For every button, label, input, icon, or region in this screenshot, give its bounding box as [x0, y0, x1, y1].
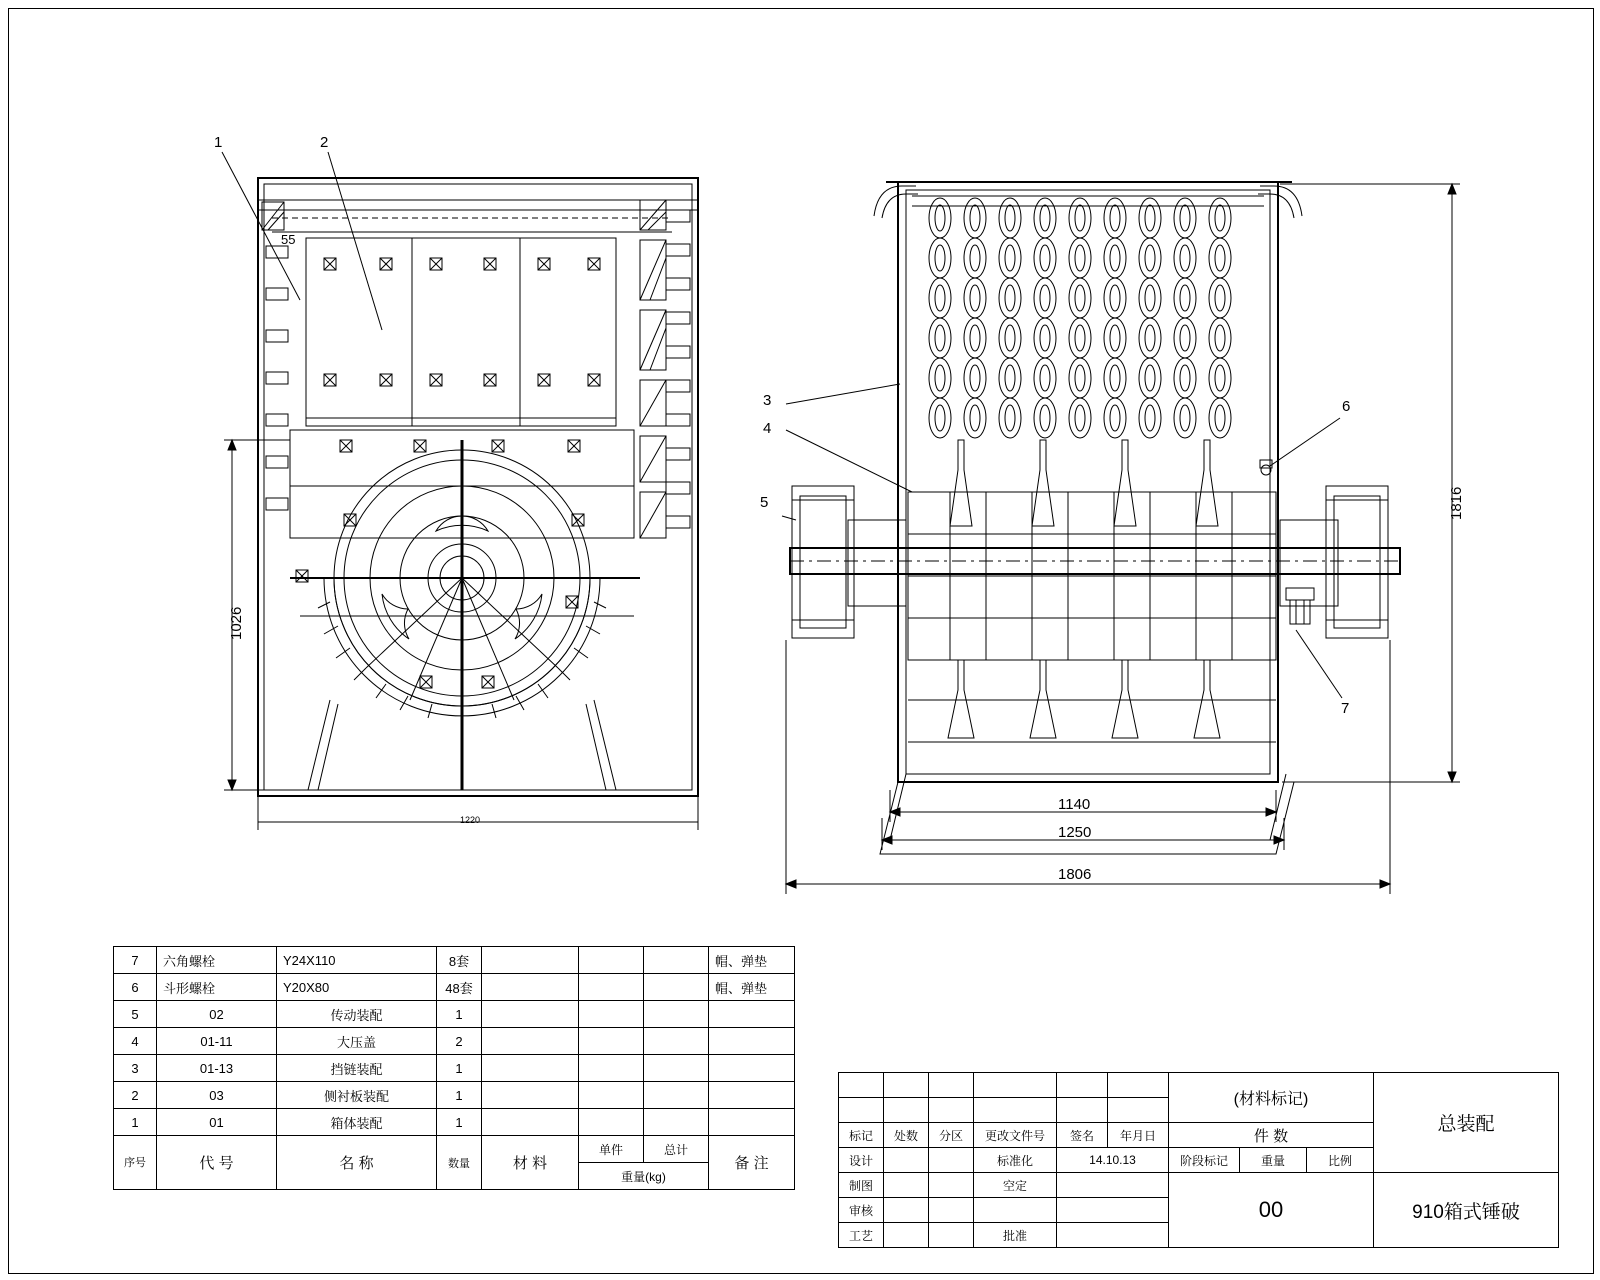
- bom-material: [482, 1028, 579, 1055]
- tb-draw-v2: [929, 1173, 974, 1198]
- tb-process-v1: [884, 1223, 929, 1248]
- sheet-code: 00: [1169, 1173, 1374, 1248]
- bom-code: 01-13: [157, 1055, 277, 1082]
- tb-design-v2: [929, 1148, 974, 1173]
- rev-header-docno: 更改文件号: [974, 1123, 1057, 1148]
- tb-draw-date: [1057, 1173, 1169, 1198]
- bom-name: 大压盖: [277, 1028, 437, 1055]
- tb-blank-2: [884, 1073, 929, 1098]
- title-block: [838, 1072, 1559, 1248]
- dim-right-total-height: 1816: [1448, 486, 1465, 520]
- tb-blank-10: [974, 1098, 1057, 1123]
- leader-label-4: 4: [763, 420, 772, 437]
- bom-no: 7: [114, 947, 157, 974]
- bom-weight-total: [644, 1082, 709, 1109]
- bom-weight-single: [579, 974, 644, 1001]
- bom-header-material: 材 料: [482, 1136, 579, 1190]
- bom-code: 01: [157, 1109, 277, 1136]
- bom-weight-single: [579, 1109, 644, 1136]
- bom-material: [482, 947, 579, 974]
- tb-blank-6: [1108, 1073, 1169, 1098]
- bom-remark: [709, 1082, 795, 1109]
- tb-blank-12: [1108, 1098, 1169, 1123]
- bom-weight-total: [644, 947, 709, 974]
- tb-check-v1: [884, 1198, 929, 1223]
- table-row: [114, 1028, 795, 1055]
- bom-name: 侧衬板装配: [277, 1082, 437, 1109]
- tb-blank-7: [839, 1098, 884, 1123]
- bom-header-weight-unit: 重量(kg): [579, 1163, 709, 1190]
- bom-weight-total: [644, 1028, 709, 1055]
- table-row: [114, 1001, 795, 1028]
- bom-header-weight-single: 单件: [579, 1136, 644, 1163]
- bom-qty: 8套: [437, 947, 482, 974]
- tb-ratify-label: 批准: [974, 1223, 1057, 1248]
- bom-remark: [709, 1055, 795, 1082]
- bom-header-qty: 数量: [437, 1136, 482, 1190]
- bom-name: 传动装配: [277, 1001, 437, 1028]
- rev-header-zone: 分区: [929, 1123, 974, 1148]
- bom-qty: 48套: [437, 974, 482, 1001]
- dim-left-small: 55: [281, 232, 296, 247]
- table-row: [114, 1109, 795, 1136]
- bom-name: 挡链装配: [277, 1055, 437, 1082]
- bom-remark: 帽、弹垫: [709, 947, 795, 974]
- table-row: [114, 974, 795, 1001]
- bom-qty: 2: [437, 1028, 482, 1055]
- bom-qty: 1: [437, 1055, 482, 1082]
- bom-code: 斗形螺栓: [157, 974, 277, 1001]
- bom-weight-single: [579, 1028, 644, 1055]
- leader-label-1: 1: [214, 134, 223, 151]
- rev-header-sign: 签名: [1057, 1123, 1108, 1148]
- bom-no: 4: [114, 1028, 157, 1055]
- bom-remark: 帽、弹垫: [709, 974, 795, 1001]
- tb-blank-9: [929, 1098, 974, 1123]
- bom-table: [113, 946, 795, 1190]
- bom-name: 箱体装配: [277, 1109, 437, 1136]
- bom-header-weight-total: 总计: [644, 1136, 709, 1163]
- scale-label: 比例: [1307, 1148, 1374, 1173]
- bom-remark: [709, 1001, 795, 1028]
- tb-process-v2: [929, 1223, 974, 1248]
- bom-code: 六角螺栓: [157, 947, 277, 974]
- table-row: [114, 1082, 795, 1109]
- bom-qty: 1: [437, 1109, 482, 1136]
- drawing-subtitle: 总装配: [1374, 1073, 1559, 1173]
- leader-label-7: 7: [1341, 700, 1350, 717]
- tb-design-label: 设计: [839, 1148, 884, 1173]
- bom-code: 01-11: [157, 1028, 277, 1055]
- leader-label-2: 2: [320, 134, 329, 151]
- bom-name: Y20X80: [277, 974, 437, 1001]
- bom-code: 02: [157, 1001, 277, 1028]
- tb-check-label: 审核: [839, 1198, 884, 1223]
- bom-code: 03: [157, 1082, 277, 1109]
- bom-weight-total: [644, 1055, 709, 1082]
- bom-weight-total: [644, 1001, 709, 1028]
- bom-header-name: 名 称: [277, 1136, 437, 1190]
- bom-no: 1: [114, 1109, 157, 1136]
- tb-blank-11: [1057, 1098, 1108, 1123]
- dim-left-width: 1220: [460, 815, 481, 825]
- tb-process-date: [1057, 1223, 1169, 1248]
- tb-standard-label: 标准化: [974, 1148, 1057, 1173]
- leader-label-6: 6: [1342, 398, 1351, 415]
- weight-label: 重量: [1240, 1148, 1307, 1173]
- dim-left-height: 1026: [228, 606, 245, 640]
- bom-qty: 1: [437, 1001, 482, 1028]
- leader-label-3: 3: [763, 392, 772, 409]
- bom-weight-single: [579, 1001, 644, 1028]
- bom-material: [482, 1082, 579, 1109]
- tb-check-date: [1057, 1198, 1169, 1223]
- tb-date: 14.10.13: [1057, 1148, 1169, 1173]
- tb-blank-4: [974, 1073, 1057, 1098]
- bom-weight-single: [579, 1055, 644, 1082]
- bom-weight-single: [579, 1082, 644, 1109]
- tb-blank-1: [839, 1073, 884, 1098]
- title-block-row: [839, 1173, 1559, 1198]
- material-mark: (材料标记): [1169, 1073, 1374, 1123]
- bom-material: [482, 974, 579, 1001]
- tb-blank-8: [884, 1098, 929, 1123]
- dim-1250: 1250: [1058, 824, 1092, 841]
- tb-process-label: 工艺: [839, 1223, 884, 1248]
- tb-check-v2: [929, 1198, 974, 1223]
- tb-draw-label: 制图: [839, 1173, 884, 1198]
- bom-weight-single: [579, 947, 644, 974]
- drawing-title: 910箱式锤破: [1374, 1173, 1559, 1248]
- title-block-row: [839, 1073, 1559, 1098]
- leader-label-5: 5: [760, 494, 769, 511]
- quantity-label: 件 数: [1169, 1123, 1374, 1148]
- stage-mark-label: 阶段标记: [1169, 1148, 1240, 1173]
- bom-no: 6: [114, 974, 157, 1001]
- bom-header-code: 代 号: [157, 1136, 277, 1190]
- bom-remark: [709, 1109, 795, 1136]
- table-row: [114, 947, 795, 974]
- bom-header-row: [114, 1136, 795, 1163]
- bom-no: 3: [114, 1055, 157, 1082]
- bom-name: Y24X110: [277, 947, 437, 974]
- tb-check-label2: [974, 1198, 1057, 1223]
- tb-blank-5: [1057, 1073, 1108, 1098]
- rev-header-date: 年月日: [1108, 1123, 1169, 1148]
- dim-1806: 1806: [1058, 866, 1092, 883]
- bom-header-remark: 备 注: [709, 1136, 795, 1190]
- bom-material: [482, 1109, 579, 1136]
- bom-material: [482, 1055, 579, 1082]
- dim-1140: 1140: [1058, 796, 1091, 813]
- bom-no: 2: [114, 1082, 157, 1109]
- bom-material: [482, 1001, 579, 1028]
- table-row: [114, 1055, 795, 1082]
- bom-weight-total: [644, 974, 709, 1001]
- bom-qty: 1: [437, 1082, 482, 1109]
- bom-header-no: 序号: [114, 1136, 157, 1190]
- tb-approve-label: 空定: [974, 1173, 1057, 1198]
- tb-design-v1: [884, 1148, 929, 1173]
- rev-header-count: 处数: [884, 1123, 929, 1148]
- bom-no: 5: [114, 1001, 157, 1028]
- bom-weight-total: [644, 1109, 709, 1136]
- bom-remark: [709, 1028, 795, 1055]
- tb-draw-v1: [884, 1173, 929, 1198]
- tb-blank-3: [929, 1073, 974, 1098]
- rev-header-mark: 标记: [839, 1123, 884, 1148]
